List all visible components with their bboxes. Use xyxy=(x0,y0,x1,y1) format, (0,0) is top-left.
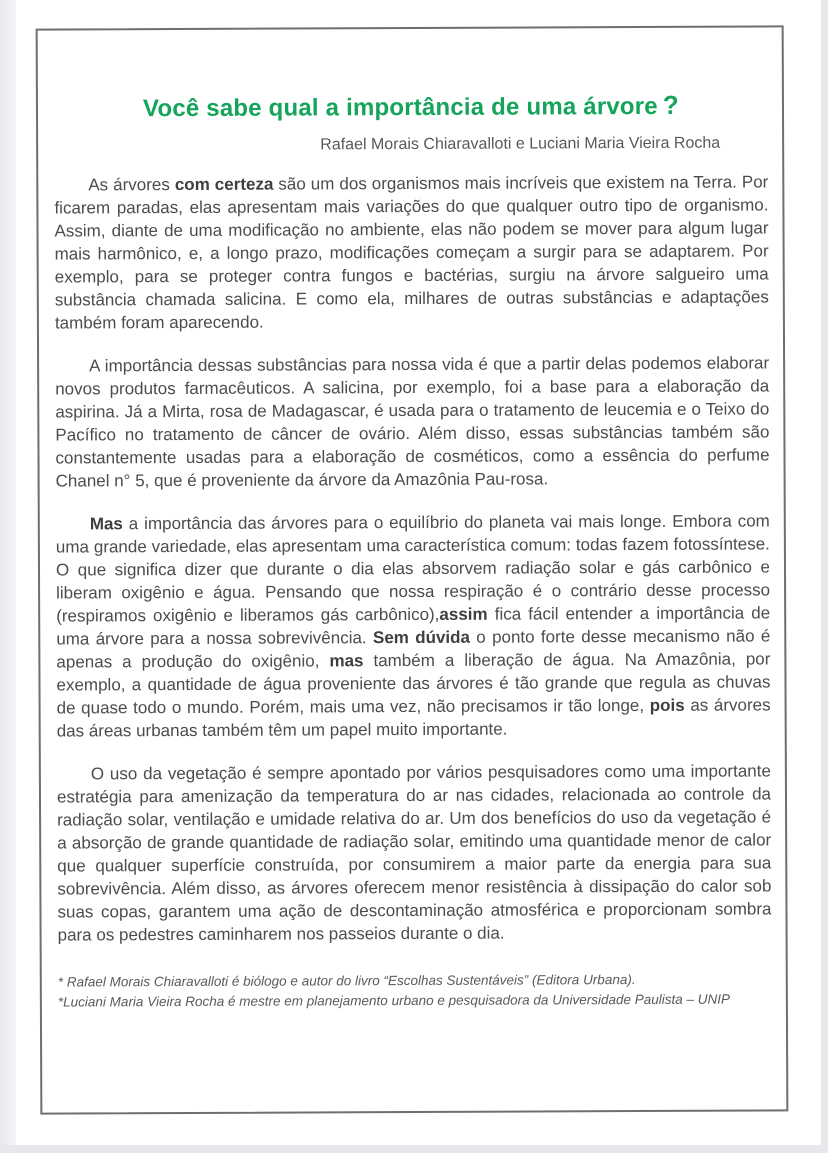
footnote-author-1: * Rafael Morais Chiaravalloti é biólogo e autor do livro “Escolhas Sustentáveis” (Editora Urbana). xyxy=(57,972,636,990)
article-footnotes xyxy=(58,969,772,1011)
article-byline: Rafael Morais Chiaravalloti e Luciani Maria Vieira Rocha xyxy=(320,134,721,154)
text-run: as árvores das áreas urbanas também têm um papel muito importante. xyxy=(56,695,771,741)
text-run: A importância dessas substâncias para nossa vida é que a partir delas podemos elaborar novos produtos farmacêuticos. A salicina, por exemplo, foi a base para a elaboração da aspirina. Já a Mirta, rosa de Madagascar, é usada para o tratamento de leucemia e o Teixo do Pacífico no tratamento de câncer de ovário. Além disso, essas substâncias também são constantemente usadas para a elaboração de cosméticos, como a essência do perfume Chanel n° 5, que é proveniente da árvore da Amazônia Pau-rosa. xyxy=(55,353,770,491)
article-body xyxy=(54,170,771,946)
bold-text-run: mas xyxy=(329,651,364,671)
text-run: são um dos organismos mais incríveis que existem na Terra. Por ficarem paradas, elas apresentam mais variações do que qualquer outro tipo de organismo. Assim, diante de uma modificação no ambiente, elas não podem se mover para algum lugar mais harmônico, e, a longo prazo, modificações começam a surgir para se adaptarem. Por exemplo, para se proteger contra fungos e bactérias, surgiu na árvore salgueiro uma substância chamada salicina. E como ela, milhares de outras substâncias e adaptações também foram aparecendo. xyxy=(54,172,769,333)
paragraph xyxy=(56,509,771,742)
page-border-frame xyxy=(36,25,789,1114)
bold-text-run: Sem dúvida xyxy=(372,627,471,648)
footnote-author-2: *Luciani Maria Vieira Rocha é mestre em planejamento urbano e pesquisadora da Universidade Paulista – UNIP xyxy=(57,991,731,1010)
text-run: fica fácil entender a importância de uma árvore para a nossa sobrevivência. xyxy=(56,603,771,649)
bold-text-run: Mas xyxy=(89,514,123,534)
paragraph xyxy=(54,170,769,334)
photo-edge-left xyxy=(0,0,16,1153)
text-run: O uso da vegetação é sempre apontado por vários pesquisadores como uma importante estratégia para amenização da temperatura do ar nas cidades, relacionada ao controle da radiação solar, ventilação e umidade relativa do ar. Um dos benefícios do uso da vegetação é a absorção de grande quantidade de radiação solar, emitindo uma quantidade menor de calor que qualquer superfície construída, por consumirem a maior parte da energia para sua sobrevivência. Além disso, as árvores oferecem menor resistência à dissipação do calor sob suas copas, garantem uma ação de descontaminação atmosférica e proporcionam sombra para os pedestres caminharem nos passeios durante o dia. xyxy=(56,761,772,945)
article-title xyxy=(54,89,768,123)
paragraph xyxy=(57,759,772,946)
text-run: a importância das árvores para o equilíbrio do planeta vai mais longe. Embora com uma grande variedade, elas apresentam uma característica comum: todas fazem fotossíntese. O que significa dizer que durante o dia elas absorvem radiação solar e gás carbônico e liberam oxigênio e água. Pensando que nossa respiração é o contrário desse processo (respiramos oxigênio e liberamos gás carbônico), xyxy=(55,511,771,626)
photo-edge-bottom xyxy=(0,1145,828,1153)
text-run: o ponto forte desse mecanismo não é apenas a produção do oxigênio, xyxy=(56,626,771,672)
article-title-question-mark: ? xyxy=(662,89,679,120)
paragraph xyxy=(55,351,770,492)
bold-text-run: com certeza xyxy=(174,174,274,195)
text-run: também a liberação de água. Na Amazônia, por exemplo, a quantidade de água proveniente das árvores é tão grande que regula as chuvas de quase todo o mundo. Porém, mais uma vez, não precisamos ir tão longe, xyxy=(56,649,771,718)
bold-text-run: assim xyxy=(439,604,488,624)
article-title-text: Você sabe qual a importância de uma árvore xyxy=(142,92,658,123)
bold-text-run: pois xyxy=(649,695,685,715)
text-run: As árvores xyxy=(88,175,175,195)
photo-edge-right xyxy=(821,0,828,1153)
